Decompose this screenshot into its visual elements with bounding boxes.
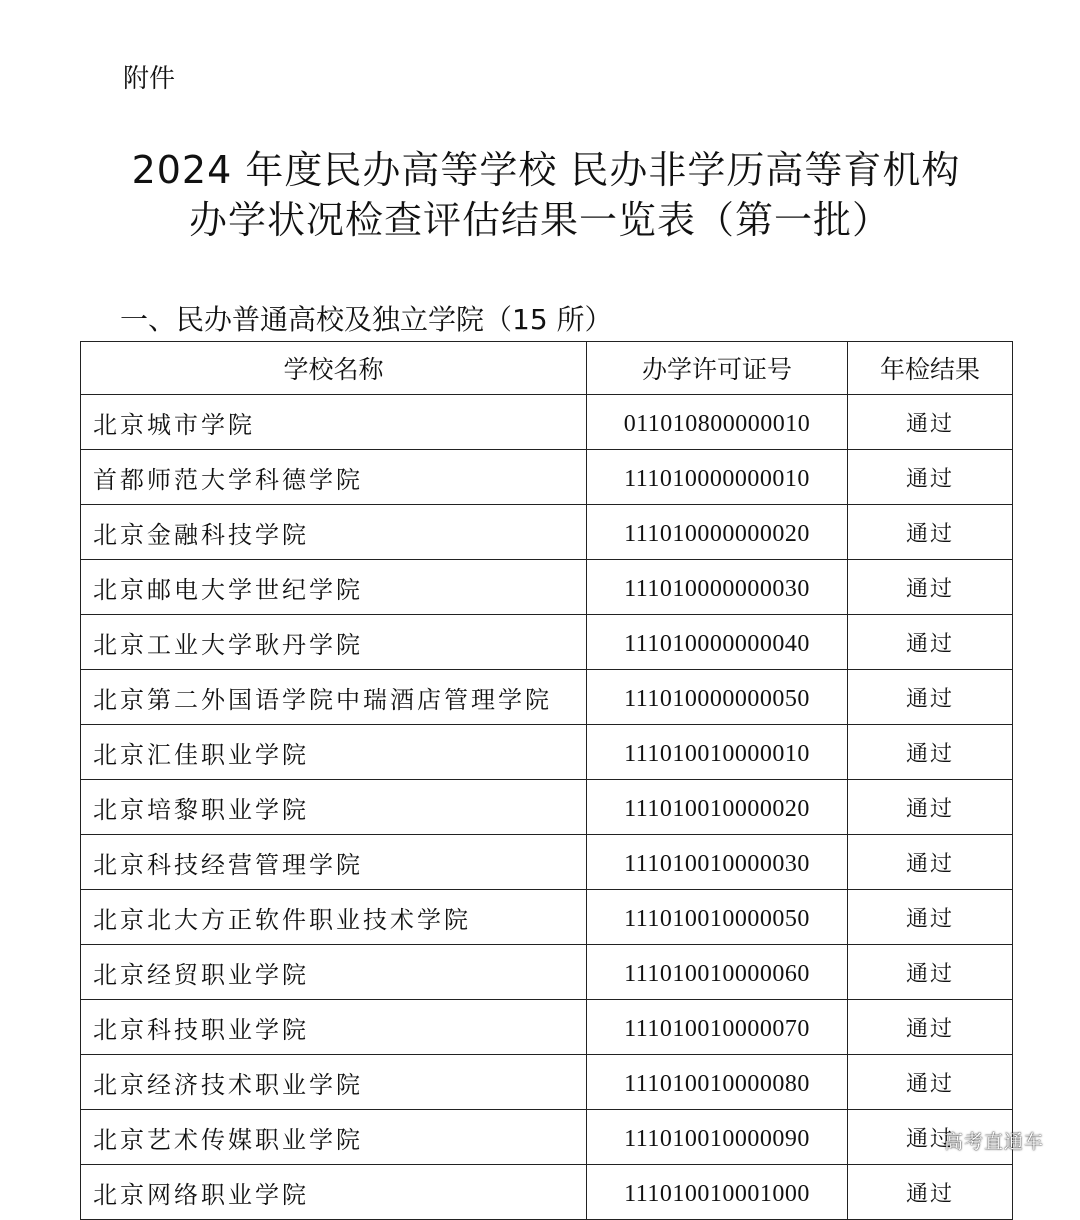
table-row	[81, 395, 1013, 450]
inspection-result-cell: 通过	[848, 505, 1013, 560]
inspection-result-cell: 通过	[848, 890, 1013, 945]
license-number-cell: 011010800000010	[587, 395, 848, 450]
inspection-result-cell: 通过	[848, 395, 1013, 450]
table-row	[81, 670, 1013, 725]
school-name-cell: 北京邮电大学世纪学院	[81, 560, 587, 615]
attachment-label: 附件	[123, 64, 176, 94]
inspection-result-cell: 通过	[848, 560, 1013, 615]
school-name-cell: 北京经济技术职业学院	[81, 1055, 587, 1110]
inspection-result-cell: 通过	[848, 725, 1013, 780]
inspection-result-cell: 通过	[848, 670, 1013, 725]
inspection-result-cell: 通过	[848, 615, 1013, 670]
header-license-number: 办学许可证号	[587, 342, 848, 395]
license-number-cell: 111010010000050	[587, 890, 848, 945]
inspection-result-cell: 通过	[848, 450, 1013, 505]
section-heading: 一、民办普通高校及独立学院（15 所）	[120, 303, 613, 336]
license-number-cell: 111010010000080	[587, 1055, 848, 1110]
header-school-name: 学校名称	[81, 342, 587, 395]
table-row	[81, 615, 1013, 670]
license-number-cell: 111010010000030	[587, 835, 848, 890]
school-name-cell: 北京金融科技学院	[81, 505, 587, 560]
license-number-cell: 111010000000010	[587, 450, 848, 505]
license-number-cell: 111010010000020	[587, 780, 848, 835]
license-number-cell: 111010000000030	[587, 560, 848, 615]
document-title-line-2: 办学状况检查评估结果一览表（第一批）	[188, 198, 891, 242]
table-row	[81, 1055, 1013, 1110]
school-name-cell: 北京艺术传媒职业学院	[81, 1110, 587, 1165]
school-name-cell: 北京城市学院	[81, 395, 587, 450]
license-number-cell: 111010010001000	[587, 1165, 848, 1220]
license-number-cell: 111010000000020	[587, 505, 848, 560]
table-row	[81, 780, 1013, 835]
school-name-cell: 北京科技职业学院	[81, 1000, 587, 1055]
inspection-result-cell: 通过	[848, 1055, 1013, 1110]
inspection-result-cell: 通过	[848, 1165, 1013, 1220]
inspection-result-cell: 通过	[848, 945, 1013, 1000]
school-name-cell: 首都师范大学科德学院	[81, 450, 587, 505]
license-number-cell: 111010010000060	[587, 945, 848, 1000]
license-number-cell: 111010000000040	[587, 615, 848, 670]
table-row	[81, 560, 1013, 615]
table-row	[81, 835, 1013, 890]
license-number-cell: 111010010000010	[587, 725, 848, 780]
school-name-cell: 北京第二外国语学院中瑞酒店管理学院	[81, 670, 587, 725]
table-row	[81, 890, 1013, 945]
license-number-cell: 111010010000070	[587, 1000, 848, 1055]
school-name-cell: 北京科技经营管理学院	[81, 835, 587, 890]
inspection-result-cell: 通过	[848, 780, 1013, 835]
school-name-cell: 北京工业大学耿丹学院	[81, 615, 587, 670]
school-name-cell: 北京培黎职业学院	[81, 780, 587, 835]
table-row	[81, 1110, 1013, 1165]
school-name-cell: 北京网络职业学院	[81, 1165, 587, 1220]
school-name-cell: 北京经贸职业学院	[81, 945, 587, 1000]
header-inspection-result: 年检结果	[848, 342, 1013, 395]
school-name-cell: 北京汇佳职业学院	[81, 725, 587, 780]
table-row	[81, 505, 1013, 560]
school-name-cell: 北京北大方正软件职业技术学院	[81, 890, 587, 945]
document-title-line-1: 2024 年度民办高等学校 民办非学历高等育机构	[131, 148, 961, 192]
results-table	[80, 341, 1013, 1220]
inspection-result-cell: 通过	[848, 835, 1013, 890]
watermark: 高考直通车	[944, 1131, 1045, 1153]
table-row	[81, 945, 1013, 1000]
license-number-cell: 111010000000050	[587, 670, 848, 725]
table-row	[81, 1000, 1013, 1055]
license-number-cell: 111010010000090	[587, 1110, 848, 1165]
inspection-result-cell: 通过	[848, 1110, 1013, 1165]
table-header-row	[81, 342, 1013, 395]
table-row	[81, 450, 1013, 505]
inspection-result-cell: 通过	[848, 1000, 1013, 1055]
table-row	[81, 725, 1013, 780]
table-body	[81, 395, 1013, 1220]
table-row	[81, 1165, 1013, 1220]
